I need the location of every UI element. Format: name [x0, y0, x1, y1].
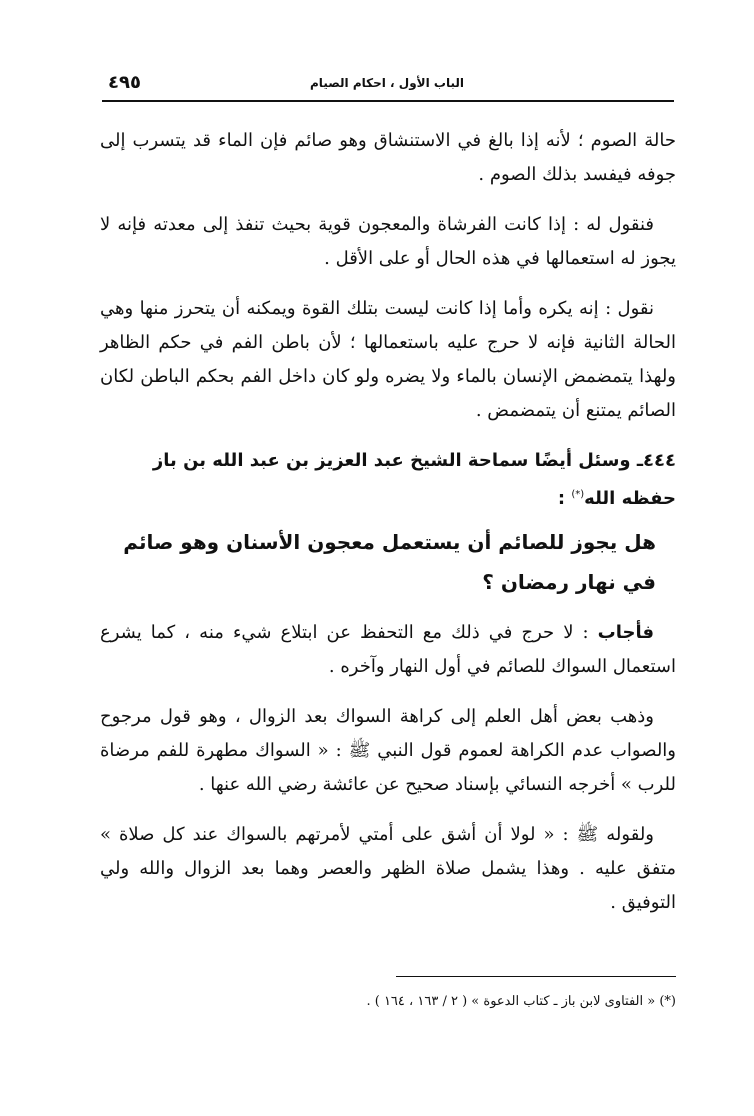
question-heading [100, 444, 676, 516]
chapter-title: الباب الأول ، احكام الصيام [310, 76, 464, 90]
page-header [102, 72, 674, 102]
paragraph-5: ولقوله ﷺ : « لولا أن أشق على أمتي لأمرتهم بالسواك عند كل صلاة » متفق عليه . وهذا يشمل صلاة الظهر والعصر وهما بعد الزوال والله ولي التوفيق . [100, 824, 676, 913]
question-text: هل يجوز للصائم أن يستعمل معجون الأسنان وهو صائم في نهار رمضان ؟ [123, 530, 656, 594]
footnote: (*) « الفتاوى لابن باز ـ كتاب الدعوة » ( ٢ / ١٦٣ ، ١٦٤ ) . [366, 994, 676, 1009]
page-body [100, 124, 676, 936]
answer-label: فأجاب [597, 622, 655, 643]
footnote-marker: (*) [571, 489, 585, 500]
page-number: ٤٩٥ [108, 72, 141, 93]
footnote-divider [396, 976, 676, 977]
question-heading-colon: : [557, 488, 572, 509]
answer-paragraph [100, 616, 676, 684]
paragraph-1: حالة الصوم ؛ لأنه إذا بالغ في الاستنشاق وهو صائم فإن الماء قد يتسرب إلى جوفه فيفسد بذلك الصوم . [100, 130, 676, 185]
question-heading-text: ٤٤٤ـ وسئل أيضًا سماحة الشيخ عبد العزيز بن عبد الله بن باز حفظه الله [152, 450, 676, 509]
paragraph-3: نقول : إنه يكره وأما إذا كانت ليست بتلك القوة ويمكنه أن يتحرز منها وهي الحالة الثانية فإنه لا حرج عليه باستعمالها ؛ لأن باطن الفم في حكم الظاهر ولهذا يتمضمض الإنسان بالماء ولا يضره ولو كان داخل الفم بحكم الباطن لكان الصائم يمتنع أن يتمضمض . [100, 298, 676, 421]
paragraph-4: وذهب بعض أهل العلم إلى كراهة السواك بعد الزوال ، وهو قول مرجوح والصواب عدم الكراهة لعموم قول النبي ﷺ : « السواك مطهرة للفم مرضاة للرب » أخرجه النسائي بإسناد صحيح عن عائشة رضي الله عنها . [100, 706, 676, 795]
answer-text: : لا حرج في ذلك مع التحفظ عن ابتلاع شيء منه ، كما يشرع استعمال السواك للصائم في أول النهار وآخره . [100, 622, 676, 677]
paragraph-2: فنقول له : إذا كانت الفرشاة والمعجون قوية بحيث تنفذ إلى معدته فإنه لا يجوز له استعمالها في هذه الحال أو على الأقل . [100, 214, 676, 269]
